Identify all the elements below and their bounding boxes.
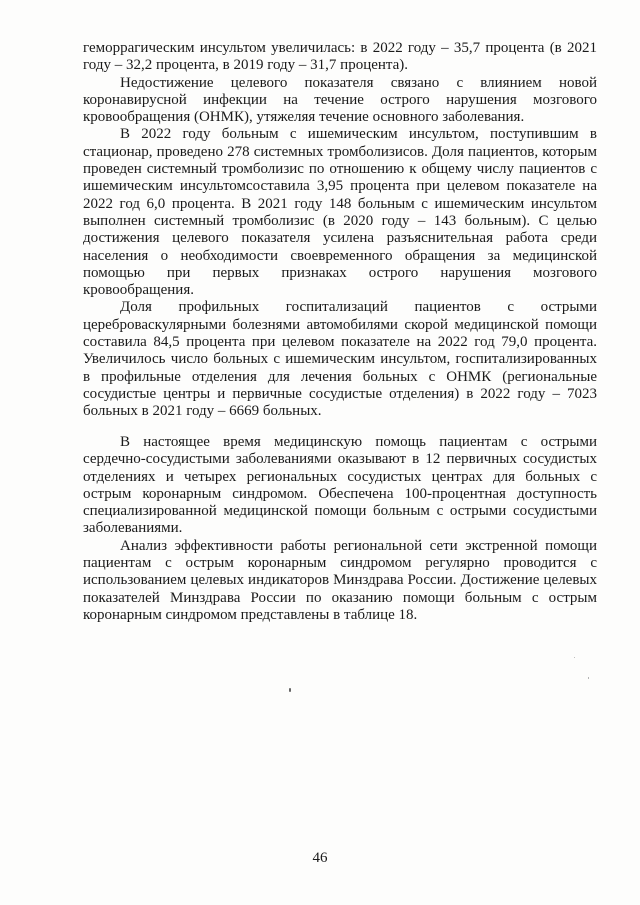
paragraph-continuation: геморрагическим инсультом увеличилась: в 2022 году – 35,7 процента (в 2021 году – 32,2 процента, в 2019 году – 31,7 процента). xyxy=(83,40,597,74)
text-section-bottom xyxy=(83,434,597,624)
scan-speck xyxy=(289,688,291,692)
paragraph: В 2022 году больным с ишемическим инсультом, поступившим в стационар, проведено 278 системных тромболизисов. Доля пациентов, которым проведен системный тромболизис по отношению к общему числу пациентов с ишемическим инсультомсоставила 3,95 процента при целевом показателе на 2022 год 6,0 процента. В 2021 году 148 больным с ишемическим инсультом выполнен системный тромболизис (в 2020 году – 143 больным). С целью достижения целевого показателя усилена разъяснительная работа среди населения о необходимости своевременного обращения за медицинской помощью при первых признаках острого нарушения мозгового кровообращения. xyxy=(83,126,597,299)
paragraph: Доля профильных госпитализаций пациентов с острыми цереброваскулярными болезнями автомобилями скорой медицинской помощи составила 84,5 процента при целевом показателе на 2022 год 79,0 процента. Увеличилось число больных с ишемическим инсультом, госпитализированных в профильные отделения для лечения больных с ОНМК (региональные сосудистые центры и первичные сосудистые отделения) в 2022 году – 7023 больных в 2021 году – 6669 больных. xyxy=(83,299,597,420)
page-number: 46 xyxy=(312,850,328,866)
text-section-top xyxy=(83,40,597,421)
paragraph: Недостижение целевого показателя связано с влиянием новой коронавирусной инфекции на течение острого нарушения мозгового кровообращения (ОНМК), утяжеляя течение основного заболевания. xyxy=(83,74,597,126)
paragraph: Анализ эффективности работы региональной сети экстренной помощи пациентам с острым коронарным синдромом регулярно проводится с использованием целевых индикаторов Минздрава России. Достижение целевых показателей Минздрава России по оказанию помощи больным с острым коронарным синдромом представлены в таблице 18. xyxy=(83,537,597,623)
paragraph: В настоящее время медицинскую помощь пациентам с острыми сердечно-сосудистыми заболеваниями оказывают в 12 первичных сосудистых отделениях и четырех региональных сосудистых центрах для больных с острым коронарным синдромом. Обеспечена 100-процентная доступность специализированной медицинской помощи больным с острыми сосудистыми заболеваниями. xyxy=(83,434,597,537)
scan-speck xyxy=(574,657,575,658)
scan-speck xyxy=(588,677,589,679)
